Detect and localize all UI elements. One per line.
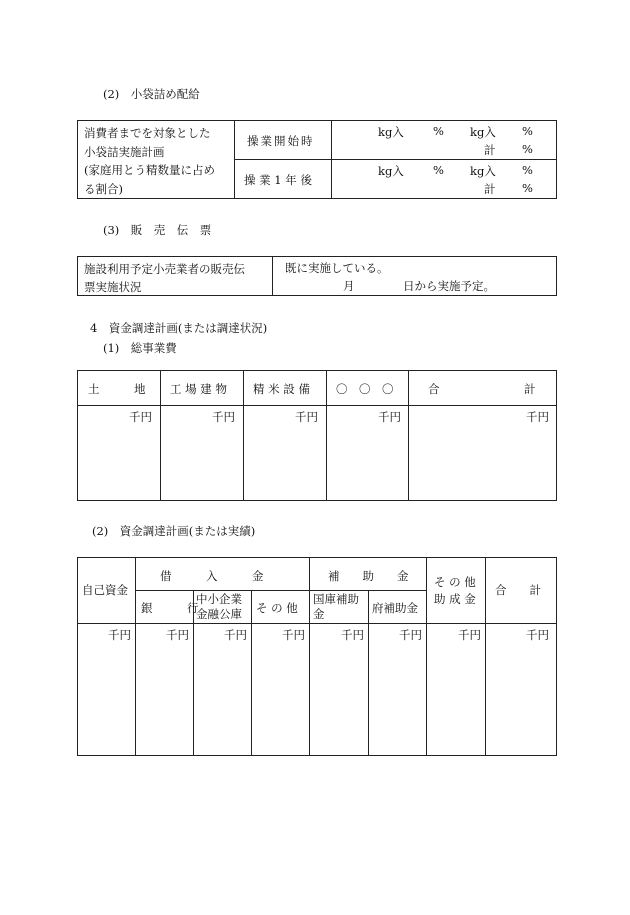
unit-label: 千円 — [341, 628, 364, 642]
unit-label: 千円 — [526, 410, 549, 424]
sales-slip-label: 施設利用予定小売業者の販売伝 票実施状況 — [84, 262, 245, 294]
col-header-total: 合 計 — [495, 583, 541, 597]
col-header-other-grant: そ の 他 助 成 金 — [434, 575, 476, 606]
section-heading-funding: 4 資金調達計画(または調達状況) — [90, 321, 268, 335]
kg-label: kg入 — [470, 125, 496, 139]
col-header-land: 土 地 — [88, 382, 146, 396]
col-header-subsidy: 補 助 金 — [328, 569, 409, 583]
total-label: 計 — [484, 143, 496, 157]
col-header-own-funds: 自己資金 — [82, 583, 128, 597]
unit-label: 千円 — [458, 628, 481, 642]
unit-label: 千円 — [212, 410, 235, 424]
subheading-total-cost: (1) 総事業費 — [103, 341, 177, 355]
planned-date-text: 日から実施予定。 — [403, 279, 495, 293]
col-header-bank: 銀 行 — [141, 601, 199, 615]
already-implemented-text: 既に実施している。 — [285, 261, 389, 275]
col-header-smb-finance: 中小企業 金融公庫 — [196, 592, 242, 621]
unit-label: 千円 — [166, 628, 189, 642]
percent-label: % — [522, 142, 533, 156]
subheading-funding-plan: (2) 資金調達計画(または実績) — [92, 524, 256, 538]
col-header-factory: 工 場 建 物 — [170, 382, 227, 396]
row-label-start: 操業開始時 — [247, 134, 315, 148]
unit-label: 千円 — [526, 628, 549, 642]
col-header-national-subsidy: 国庫補助 金 — [313, 592, 359, 621]
section-heading-bagging: (2) 小袋詰め配給 — [103, 87, 200, 101]
col-header-total-b: 計 — [524, 382, 536, 396]
unit-label: 千円 — [282, 628, 305, 642]
col-header-borrowing: 借 入 金 — [160, 569, 264, 583]
month-label: 月 — [343, 279, 355, 293]
percent-label: % — [522, 124, 533, 138]
unit-label: 千円 — [399, 628, 422, 642]
kg-label: kg入 — [470, 164, 496, 178]
bagging-plan-label: 消費者までを対象とした 小袋詰実施計画 (家庭用とう精数量に占め る割合) — [84, 126, 215, 196]
percent-label: % — [522, 163, 533, 177]
percent-label: % — [433, 163, 444, 177]
total-label: 計 — [484, 182, 496, 196]
col-header-other: 〇 〇 〇 — [336, 382, 394, 396]
unit-label: 千円 — [378, 410, 401, 424]
kg-label: kg入 — [378, 164, 404, 178]
col-header-prefectural-subsidy: 府補助金 — [372, 601, 418, 615]
col-header-other: そ の 他 — [256, 601, 298, 615]
unit-label: 千円 — [129, 410, 152, 424]
percent-label: % — [433, 124, 444, 138]
unit-label: 千円 — [295, 410, 318, 424]
row-label-one-year: 操 業 1 年 後 — [244, 173, 312, 187]
kg-label: kg入 — [378, 125, 404, 139]
col-header-milling: 精 米 設 備 — [253, 382, 310, 396]
percent-label: % — [522, 181, 533, 195]
unit-label: 千円 — [224, 628, 247, 642]
section-heading-sales-slip: (3) 販 売 伝 票 — [103, 223, 212, 237]
col-header-total-a: 合 — [428, 382, 440, 396]
unit-label: 千円 — [108, 628, 131, 642]
